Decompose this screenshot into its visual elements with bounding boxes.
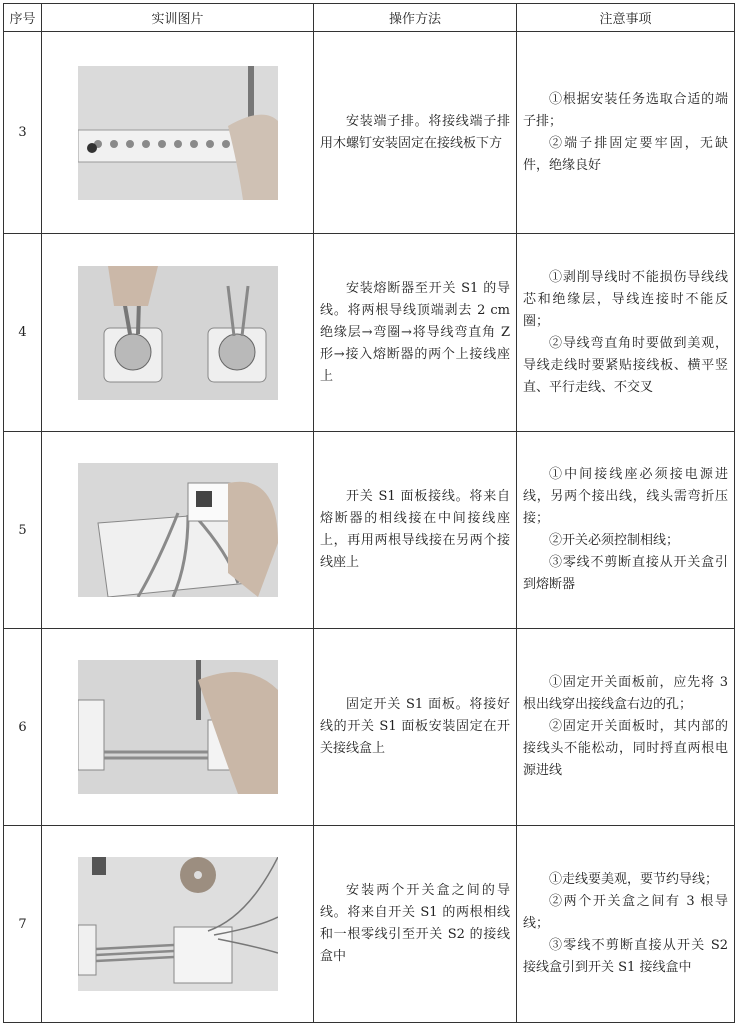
row-method: 安装端子排。将接线端子排用木螺钉安装固定在接线板下方 xyxy=(314,32,517,234)
header-notes: 注意事项 xyxy=(517,4,735,32)
row-number: 7 xyxy=(4,826,42,1023)
table-row xyxy=(4,32,735,234)
two-switch-boxes-wiring-photo xyxy=(78,857,278,991)
header-picture: 实训图片 xyxy=(42,4,314,32)
row-method: 开关 S1 面板接线。将来自熔断器的相线接在中间接线座上，再用两根导线接在另两个接线座上 xyxy=(314,432,517,629)
row-picture xyxy=(42,629,314,826)
row-notes xyxy=(517,826,735,1023)
row-picture xyxy=(42,826,314,1023)
switch-panel-fixing-photo xyxy=(78,660,278,794)
note-item: ①剥削导线时不能损伤导线线芯和绝缘层，导线连接时不能反圈； xyxy=(523,269,728,329)
row-number: 6 xyxy=(4,629,42,826)
row-picture xyxy=(42,432,314,629)
row-method: 固定开关 S1 面板。将接好线的开关 S1 面板安装固定在开关接线盒上 xyxy=(314,629,517,826)
note-item: ②开关必须控制相线； xyxy=(549,533,680,548)
row-notes xyxy=(517,629,735,826)
table-row xyxy=(4,629,735,826)
row-number: 5 xyxy=(4,432,42,629)
row-notes xyxy=(517,432,735,629)
row-number: 4 xyxy=(4,234,42,432)
note-item: ②固定开关面板时，其内部的接线头不能松动，同时捋直两根电源进线 xyxy=(523,719,728,778)
table-row xyxy=(4,826,735,1023)
note-item: ①固定开关面板前，应先将 3 根出线穿出接线盒右边的孔； xyxy=(523,675,728,712)
row-picture xyxy=(42,32,314,234)
row-picture xyxy=(42,234,314,432)
fuse-wiring-photo xyxy=(78,266,278,400)
table-row xyxy=(4,234,735,432)
header-row xyxy=(4,4,735,32)
table-row xyxy=(4,432,735,629)
header-no: 序号 xyxy=(4,4,42,32)
note-item: ①走线要美观，要节约导线； xyxy=(549,872,719,887)
row-method: 安装两个开关盒之间的导线。将来自开关 S1 的两根相线和一根零线引至开关 S2 的接线盒中 xyxy=(314,826,517,1023)
switch-panel-wiring-photo xyxy=(78,463,278,597)
note-item: ②两个开关盒之间有 3 根导线； xyxy=(523,894,728,931)
row-method: 安装熔断器至开关 S1 的导线。将两根导线顶端剥去 2 cm 绝缘层→弯圈→将导线弯直角 Z 形→接入熔断器的两个上接线座上 xyxy=(314,234,517,432)
row-notes xyxy=(517,32,735,234)
terminal-block-install-photo xyxy=(78,66,278,200)
note-item: ①根据安装任务选取合适的端子排； xyxy=(523,91,728,129)
training-table xyxy=(3,3,735,1023)
note-item: ②导线弯直角时要做到美观，导线走线时要紧贴接线板、横平竖直、平行走线、不交叉 xyxy=(523,335,728,395)
note-item: ③零线不剪断直接从开关 S2 接线盒引到开关 S1 接线盒中 xyxy=(523,938,728,975)
note-item: ②端子排固定要牢固，无缺件，绝缘良好 xyxy=(523,135,728,173)
note-item: ③零线不剪断直接从开关盒引到熔断器 xyxy=(523,555,728,592)
header-method: 操作方法 xyxy=(314,4,517,32)
row-number: 3 xyxy=(4,32,42,234)
note-item: ①中间接线座必须接电源进线，另两个接出线，线头需弯折压接； xyxy=(523,467,728,526)
row-notes xyxy=(517,234,735,432)
